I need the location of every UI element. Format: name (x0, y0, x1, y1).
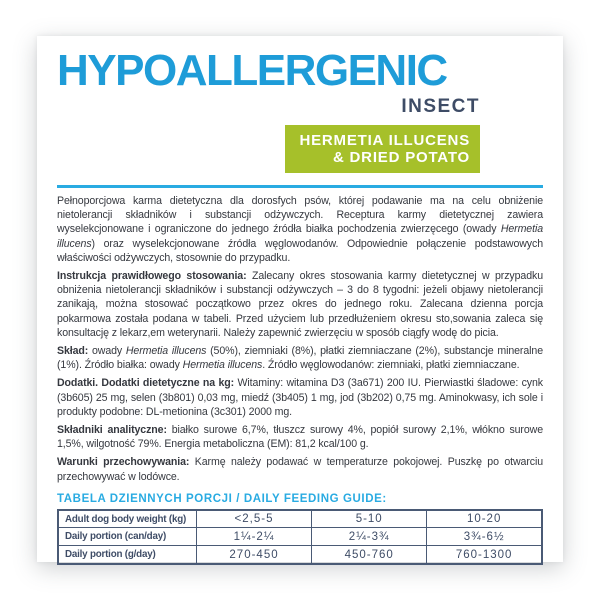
feeding-guide-table (57, 509, 543, 565)
table-row (58, 546, 542, 564)
description-paragraph (57, 423, 543, 451)
paragraph-segment: (50%), ziemniaki (8%), płatki ziemniaczane (2%), substancje mineralne (1%). Źródło białka: owady (57, 345, 543, 372)
paragraph-segment: Hermetia illucens (57, 223, 543, 250)
ingredient-badge-line2: & DRIED POTATO (332, 149, 470, 166)
row-value: 5-10 (312, 510, 427, 528)
paragraph-segment: Warunki przechowywania: (57, 456, 190, 469)
row-label: Daily portion (g/day) (58, 546, 196, 564)
row-value: 10-20 (427, 510, 542, 528)
ingredient-badge (285, 125, 480, 173)
paragraph-segment: ) oraz wyselekcjonowane źródła węglowodanów. Odpowiednie połączenie podstawowych właściwości odżywczych, stosownie do przypadku. (57, 237, 543, 264)
paragraph-segment: Skład: (57, 345, 89, 358)
divider-rule (57, 185, 543, 188)
product-variant: INSECT (401, 96, 480, 117)
row-label: Adult dog body weight (kg) (58, 510, 196, 528)
label-card (37, 36, 563, 562)
row-label: Daily portion (can/day) (58, 528, 196, 546)
table-row (58, 528, 542, 546)
paragraph-segment: Hermetia illucens (182, 359, 263, 372)
feeding-guide-title: TABELA DZIENNYCH PORCJI / DAILY FEEDING GUIDE: (57, 492, 387, 505)
row-value: 2¼-3¾ (312, 528, 427, 546)
paragraph-segment: Pełnoporcjowa karma dietetyczna dla dorosfych psów, której podawanie ma na celu obniżenie nietolerancji składników i substancji odżywczych. Receptura karmy dietetycznej zawiera wyselekcjonowane i ograniczone do jednego źródła białka pochodzenia zwierzęcego (owady (57, 195, 543, 236)
paragraph-segment: białko surowe 6,7%, tłuszcz surowy 4%, popiół surowy 2,1%, włókno surowe 1,5%, wilgotność 79%. Energia metaboliczna (EM): 81,2 kcal/100 g. (57, 424, 543, 451)
paragraphs (57, 194, 543, 484)
paragraph-segment: Witaminy: witamina D3 (3a671) 200 IU. Pierwiastki śladowe: cynk (3b605) 25 mg, selen (3b801) 0,03 mg, miedź (3b405) 1 mg, jod (3b202) 0,75 mg. Aminokwasy, ich sole i produkty podobne: DL-metionina (3c301) 2000 mg. (57, 377, 543, 418)
row-value: 450-760 (312, 546, 427, 564)
row-value: <2,5-5 (196, 510, 311, 528)
description-paragraph (57, 455, 543, 483)
badge-wrap (57, 125, 480, 173)
paragraph-segment: Dodatki. Dodatki dietetyczne na kg: (57, 377, 235, 390)
table-row (58, 510, 542, 528)
paragraph-segment: owady (88, 345, 126, 358)
row-value: 270-450 (196, 546, 311, 564)
row-value: 1¼-2¼ (196, 528, 311, 546)
description-paragraph (57, 194, 543, 265)
row-value: 760-1300 (427, 546, 542, 564)
feeding-guide-table-body (58, 510, 542, 564)
paragraph-segment: Zalecany okres stosowania karmy dietetycznej w przypadku obniżenia nietolerancji składników i substancji odżywczych – 3 do 8 tygodni: jeżeli objawy nietolerancji zanikają, można stosować początkowo przez okres do jednego roku. Zalecana dzienna porcja pokarmowa została podana w tabeli. Przed użyciem lub przedłużeniem okresu sto,sowania zaleca się konsultację z lekarz,em weterynarii. Należy zapewnić zwierzęciu w sposób ciągfy wodę do picia. (57, 270, 543, 339)
description-paragraph (57, 269, 543, 340)
paragraph-segment: Hermetia illucens (125, 345, 207, 358)
ingredient-badge-line1: HERMETIA ILLUCENS (299, 132, 470, 149)
description-paragraph (57, 344, 543, 372)
paragraph-segment: Karmę należy podawać w temperaturze pokojowej. Puszkę po otwarciu przechowywać w lodówce. (57, 456, 543, 483)
paragraph-segment: Instrukcja prawidłowego stosowania: (57, 270, 247, 283)
row-value: 3¾-6½ (427, 528, 542, 546)
description-paragraph (57, 376, 543, 419)
paragraph-segment: Składniki analityczne: (57, 424, 167, 437)
brand-header (57, 46, 480, 173)
product-title: HYPOALLERGENIC (57, 46, 447, 95)
paragraph-segment: . Źródło węglowodanów: ziemniaki, płatki ziemniaczane. (262, 359, 520, 372)
